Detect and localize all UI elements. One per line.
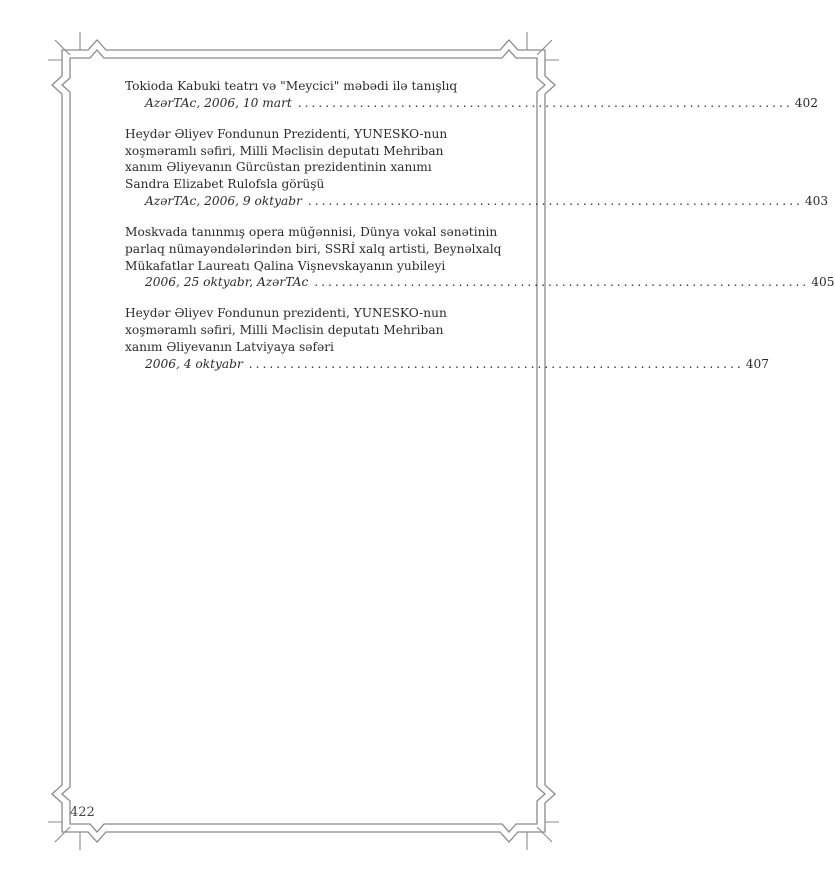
toc-entry [125,78,818,112]
toc-entry [125,224,835,291]
entry-source-line [125,95,818,112]
toc-entry [125,305,769,372]
entry-title [125,78,545,95]
title-line: xoşməramlı səfiri, Milli Məclisin deputatı Mehriban [125,323,444,338]
entry-page: 402 [794,95,818,110]
title-line: xanım Əliyevanın Latviyaya səfəri [125,339,334,354]
title-line: xanım Əliyevanın Gürcüstan prezidentinin xanımı [125,160,432,175]
dot-leader: ........................................................................ [248,356,744,371]
title-line: parlaq nümayəndələrindən biri, SSRİ xalq artisti, Beynəlxalq [125,241,502,256]
entry-page: 405 [811,275,835,290]
title-line: Moskvada tanınmış opera müğənnisi, Dünya vokal sənətinin [125,224,498,239]
toc-entry [125,126,829,210]
dot-leader: ........................................................................ [314,275,810,290]
entry-title [125,224,545,274]
title-line: Heydər Əliyev Fondunun prezidenti, YUNESKO-nun [125,306,447,321]
entry-source: AzərTAc, 2006, 9 oktyabr [145,193,302,208]
entry-title [125,305,545,355]
entry-source-line [125,193,829,210]
entry-source: 2006, 25 oktyabr, AzərTAc [145,275,309,290]
title-line: xoşməramlı səfiri, Milli Məclisin deputatı Mehriban [125,143,444,158]
entry-page: 403 [804,193,829,208]
entry-source-line [125,356,769,373]
entry-source: AzərTAc, 2006, 10 mart [145,95,292,110]
dot-leader: ........................................................................ [297,95,793,110]
entry-source: 2006, 4 oktyabr [145,356,243,371]
entry-title [125,126,545,193]
title-line: Heydər Əliyev Fondunun Prezidenti, YUNESKO-nun [125,126,448,141]
title-line: Mükafatlar Laureatı Qalina Vişnevskayanın yubileyi [125,258,446,273]
entry-source-line [125,274,835,291]
entry-page: 407 [745,356,769,371]
table-of-contents [125,78,835,387]
title-line: Sandra Elizabet Rulofsla görüşü [125,177,325,192]
title-line: Tokioda Kabuki teatrı və "Meycici" məbədi ilə tanışlıq [125,79,458,93]
dot-leader: ........................................................................ [307,193,803,208]
page-number: 422 [70,805,95,820]
